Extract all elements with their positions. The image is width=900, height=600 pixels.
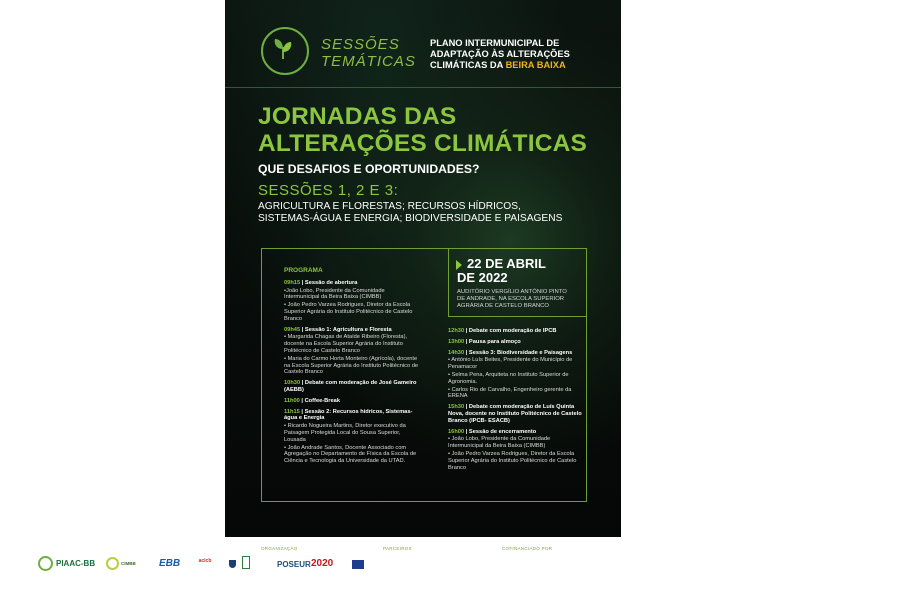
plano-title (430, 38, 610, 71)
programme-speaker: • Margarida Chagas de Ataíde Ribeiro (Floresta), docente na Escola Superior Agrária do Instituto Politécnico de Castelo Branco (284, 334, 408, 354)
programme-item (284, 409, 419, 465)
programme-item (284, 280, 419, 323)
programme-speaker: • Selma Pena, Arquiteta no Instituto Superior de Agronomia. (448, 371, 569, 385)
programme-time: 16h00 (448, 428, 465, 435)
programme-item (284, 327, 419, 377)
programme-time: 15h30 (448, 404, 465, 411)
programme-speaker: • João Pedro Varzea Rodrigues, Diretor da Escola Superior Agrária do Instituto Politécnico de Castelo Branco (284, 302, 413, 322)
programme-title: Debate com moderação de Luís Quinta Nova, docente no Instituto Politécnico de Castelo Branco (IPCB- ESACB) (448, 404, 582, 424)
plano-highlight: BEIRA BAIXA (505, 60, 566, 70)
programme-item (284, 398, 419, 405)
programme-time: 14h30 (448, 349, 465, 356)
venue-line-2: DE ANDRADE, NA ESCOLA SUPERIOR (457, 296, 565, 302)
cofinanciado-label: COFINANCIADO POR (502, 546, 553, 551)
programme-speaker: • António Luís Beites, Presidente do Município de Penamacor (448, 357, 573, 371)
session-topics (258, 201, 608, 225)
programme-title: Debate com moderação de José Gameiro (AEBB) (284, 380, 417, 393)
cimbb-logo-icon (106, 557, 119, 570)
programme-title: Sessão 1: Agricultura e Floresta (304, 326, 392, 333)
programme-item-heading: 13h00 | Pausa para almoço (448, 338, 521, 345)
sessoes-line-1: SESSÕES (321, 36, 400, 53)
programme-item (448, 339, 583, 346)
programme-speaker: • Maria do Carmo Horta Monteiro (Agrícola), docente na Escola Superior Agrária do Instituto Politécnico de Castelo Branco (284, 355, 419, 376)
programme-speaker: • Carlos Rio de Carvalho, Engenheiro gerente da ERENA (448, 386, 572, 400)
programme-left-column (284, 268, 419, 469)
portugal-2020-logo: 2020 (311, 558, 334, 569)
programme-title: Sessão de abertura (304, 279, 358, 286)
programme-item-heading: 12h30 | Debate com moderação de IPCB (448, 328, 557, 334)
programme-item (284, 380, 419, 394)
programme-title: Sessão de encerramento (468, 428, 537, 435)
esa-shield-icon (242, 556, 250, 569)
programme-time: 11h00 (284, 397, 300, 404)
programme-item-heading: 11h15 | Sessão 2: Recursos hídricos, Sistemas-água e Energia (284, 408, 413, 422)
plano-line-1: PLANO INTERMUNICIPAL DE (430, 38, 560, 48)
parceiros-label: PARCEIROS (383, 546, 412, 551)
piaac-logo-icon (38, 556, 53, 571)
event-poster (225, 0, 621, 537)
programme-item (448, 328, 583, 335)
programme-item-heading: 10h30 | Debate com moderação de José Gameiro (AEBB) (284, 380, 417, 393)
programme-right-column (448, 328, 583, 475)
title-line-1: JORNADAS DAS (258, 103, 457, 130)
title-line-2: ALTERAÇÕES CLIMÁTICAS (258, 130, 588, 157)
programme-title: Coffee-Break (304, 397, 340, 404)
header-divider (225, 87, 621, 88)
programme-item-heading: 15h30 | Debate com moderação de Luís Quinta Nova, docente no Instituto Politécnico de Castelo Branco (IPCB- ESACB) (448, 404, 582, 424)
programme-item (448, 404, 583, 424)
cimbb-logo: CIMBB (121, 561, 136, 566)
programme-item-heading: 14h30 | Sessão 3: Biodiversidade e Paisagens (448, 349, 573, 356)
programme-time: 09h45 (284, 326, 301, 333)
poseur-logo: POSEUR (277, 560, 311, 569)
programme-speaker: • João Pedro Varzea Rodrigues, Diretor da Escola Superior Agrária do Instituto Politécnico de Castelo Branco (448, 450, 577, 471)
event-subtitle: QUE DESAFIOS E OPORTUNIDADES? (258, 162, 480, 176)
topics-line-1: AGRICULTURA E FLORESTAS; RECURSOS HÍDRICOS, (258, 201, 521, 212)
programme-speaker: •João Lobo, Presidente da Comunidade Intermunicipal da Beira Baixa (CIMBB) (284, 287, 385, 301)
programa-heading: PROGRAMA (284, 267, 323, 274)
programme-time: 13h00 (448, 338, 465, 345)
date-line-2: DE 2022 (457, 270, 508, 285)
programme-time: 10h30 (284, 380, 301, 387)
programme-title: Sessão 3: Biodiversidade e Paisagens (468, 349, 573, 356)
programme-item-heading: 16h00 | Sessão de encerramento (448, 428, 537, 435)
venue-line-1: AUDITÓRIO VERGÍLIO ANTÓNIO PINTO (457, 289, 567, 295)
plano-line-2: ADAPTAÇÃO ÀS ALTERAÇÕES (430, 49, 570, 59)
event-date (457, 257, 577, 285)
ipcb-shield-icon (229, 560, 236, 568)
programme-item-heading: 09h45 | Sessão 1: Agricultura e Floresta (284, 326, 392, 333)
sessoes-tematicas-label (321, 36, 431, 70)
plano-line-3 (430, 60, 610, 71)
programme-title: Sessão 2: Recursos hídricos, Sistemas-água e Energia (284, 408, 413, 422)
topics-line-2: SISTEMAS-ÁGUA E ENERGIA; BIODIVERSIDADE E PAISAGENS (258, 213, 563, 224)
acicb-logo: acicb (198, 558, 212, 564)
programme-speaker: • João Andrade Santos, Docente Associado com Agregação no Departamento de Física da Escola de Ciência e Tecnologia da Universidade da UTAD. (284, 444, 417, 465)
programme-item-heading: 09h15 | Sessão de abertura (284, 279, 358, 286)
venue-line-3: AGRÁRIA DE CASTELO BRANCO (457, 303, 549, 309)
programme-item-heading: 11h00 | Coffee-Break (284, 397, 340, 404)
date-line-1: 22 DE ABRIL (467, 256, 546, 271)
leaf-logo-icon (261, 27, 309, 75)
programme-speaker: • João Lobo, Presidente da Comunidade Intermunicipal da Beira Baixa (CIMBB) (448, 436, 551, 450)
event-title (258, 103, 587, 157)
programme-title: Pausa para almoço (468, 338, 521, 345)
sessoes-line-2: TEMÁTICAS (321, 53, 416, 70)
programme-item (448, 350, 583, 401)
programme-speaker: • Ricardo Nogueira Martins, Diretor executivo da Paisagem Protegida Local do Sousa Superior, Lousada (284, 423, 406, 443)
programme-time: 09h15 (284, 279, 301, 286)
event-venue (457, 289, 582, 310)
plano-line-3-prefix: CLIMÁTICAS DA (430, 60, 506, 70)
piaac-logo: PIAAC-BB (56, 559, 96, 568)
organizacao-label: ORGANIZAÇÃO (261, 546, 298, 551)
ebb-logo: EBB (159, 558, 181, 569)
programme-title: Debate com moderação de IPCB (468, 328, 557, 334)
programme-item (448, 429, 583, 472)
sessions-label: SESSÕES 1, 2 E 3: (258, 182, 399, 199)
eu-flag-icon (352, 560, 364, 569)
programme-time: 11h15 (284, 408, 300, 415)
programme-time: 12h30 (448, 328, 465, 334)
